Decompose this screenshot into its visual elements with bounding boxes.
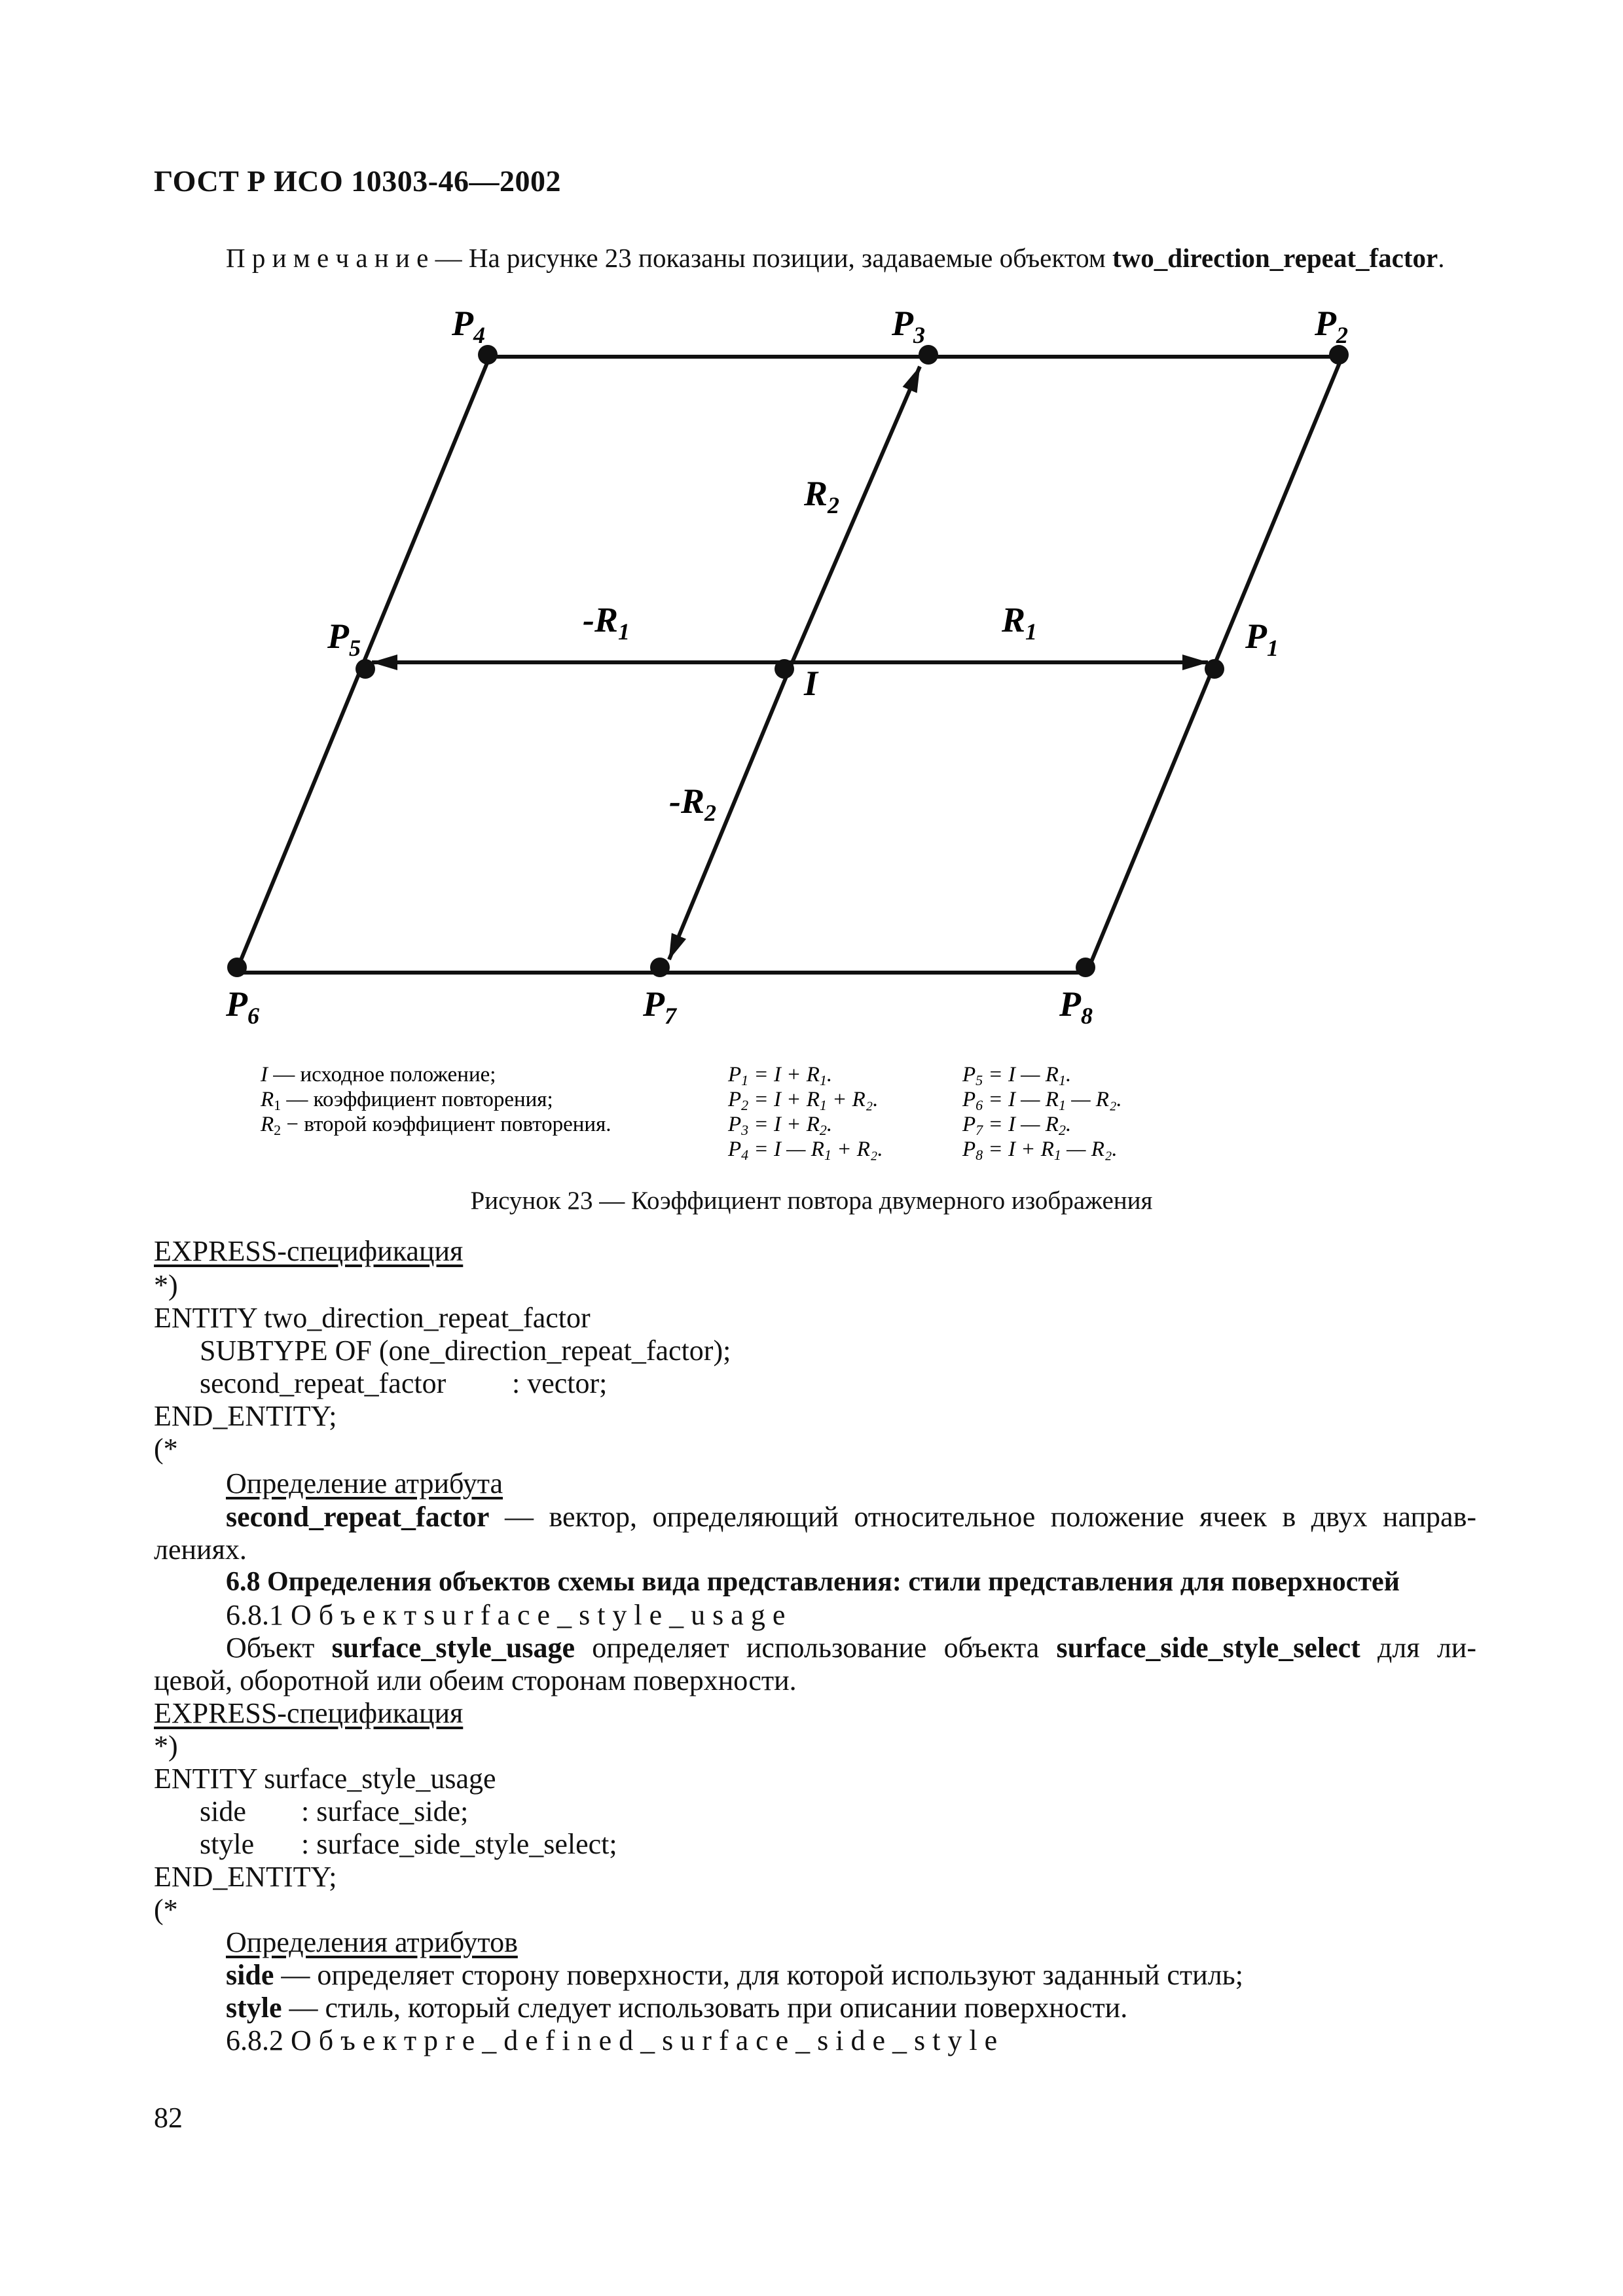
legend-middle bbox=[727, 1063, 883, 1163]
code1-line-4-type: : vector; bbox=[512, 1367, 608, 1399]
svg-text:P4 = I — R1 + R₂.: P4 = I — R1 + R₂. bbox=[728, 1138, 883, 1163]
code2-line-4-type: : surface_side_style_select; bbox=[301, 1828, 617, 1860]
label-p2: $P_2$ bbox=[1315, 304, 1348, 348]
code2-line-6: (* bbox=[154, 1893, 178, 1926]
para-6-8-1-a: Объект bbox=[226, 1632, 332, 1664]
legend-right bbox=[962, 1063, 1122, 1163]
svg-text:I — исходное положение;: I — исходное положение; bbox=[261, 1063, 496, 1086]
subsection-6-8-2-title: О б ъ е к т p r e _ d e f i n e d _ s u r f a c e _ s i d e _ s t y l e bbox=[291, 2024, 998, 2056]
subsection-6-8-2 bbox=[226, 2026, 997, 2055]
para-6-8-1-cont: цевой, оборотной или обеим сторонам поверхности. bbox=[154, 1664, 797, 1696]
code1-line-1: *) bbox=[154, 1269, 178, 1301]
point-p8 bbox=[1076, 958, 1095, 977]
attr-side-name: side bbox=[226, 1959, 274, 1991]
svg-text:R2 − второй коэффициент повтор: R2 − второй коэффициент повторения. bbox=[261, 1113, 611, 1138]
label-neg-r2: $-R_2$ bbox=[669, 781, 716, 826]
attr-1-cont: лениях. bbox=[154, 1534, 247, 1566]
code2-line-5: END_ENTITY; bbox=[154, 1861, 337, 1893]
page-header: ГОСТ Р ИСО 10303-46—2002 bbox=[154, 164, 562, 198]
svg-text:R1 — коэффициент повторения;: R1 — коэффициент повторения; bbox=[261, 1088, 553, 1113]
code1-line-6: (* bbox=[154, 1433, 178, 1465]
attr-1-name: second_repeat_factor bbox=[226, 1501, 490, 1533]
para-6-8-1-entity1: surface_style_usage bbox=[331, 1632, 575, 1664]
svg-text:P5 = I — R1.: P5 = I — R1. bbox=[962, 1063, 1072, 1088]
subsection-6-8-1-num: 6.8.1 bbox=[226, 1599, 283, 1631]
label-p6: $P_6$ bbox=[226, 984, 259, 1029]
note-end: . bbox=[1438, 243, 1445, 273]
para-6-8-1-c: для ли- bbox=[1360, 1632, 1476, 1664]
subsection-6-8-1-title: О б ъ е к т s u r f a c e _ s t y l e _ u s a g e bbox=[291, 1599, 786, 1631]
svg-text:P7 = I — R2.: P7 = I — R2. bbox=[962, 1113, 1072, 1138]
attr-heading-1: Определение атрибута bbox=[226, 1467, 503, 1499]
code2-line-3-type: : surface_side; bbox=[301, 1795, 469, 1827]
label-neg-r1: $-R_1$ bbox=[583, 600, 630, 645]
code1-line-2: ENTITY two_direction_repeat_factor bbox=[154, 1302, 591, 1334]
point-p1 bbox=[1205, 659, 1224, 679]
point-p6 bbox=[227, 958, 247, 977]
svg-text:P3 = I + R2.: P3 = I + R2. bbox=[728, 1113, 833, 1138]
code1-line-5: END_ENTITY; bbox=[154, 1400, 337, 1432]
vector-r2 bbox=[792, 367, 920, 662]
para-6-8-1-entity2: surface_side_style_select bbox=[1056, 1632, 1360, 1664]
point-p5 bbox=[356, 659, 375, 679]
label-r2: $R_2$ bbox=[804, 474, 840, 518]
label-r1: $R_1$ bbox=[1002, 600, 1038, 645]
subsection-6-8-2-num: 6.8.2 bbox=[226, 2024, 283, 2056]
label-p3: $P_3$ bbox=[892, 304, 925, 348]
note-entity: two_direction_repeat_factor bbox=[1112, 243, 1438, 273]
attr-style-text: — стиль, который следует использовать при описании поверхности. bbox=[282, 1992, 1128, 2024]
label-p8: $P_8$ bbox=[1059, 984, 1093, 1029]
attr-side-text: — определяет сторону поверхности, для которой используют заданный стиль; bbox=[274, 1959, 1243, 1991]
code2-line-3-name: side bbox=[200, 1795, 246, 1827]
para-6-8-1 bbox=[226, 1634, 1476, 1662]
figure-caption: Рисунок 23 — Коэффициент повтора двумерного изображения bbox=[470, 1187, 1153, 1215]
attr-style-para bbox=[226, 1994, 1127, 2022]
attr-1-para bbox=[226, 1503, 1476, 1532]
code2-line-1: *) bbox=[154, 1730, 178, 1762]
express-heading-2: EXPRESS-спецификация bbox=[154, 1697, 464, 1729]
section-6-8-heading: 6.8 Определения объектов схемы вида представления: стили представления для поверхностей bbox=[226, 1567, 1400, 1597]
note-text: — На рисунке 23 показаны позиции, задаваемые объектом bbox=[428, 243, 1113, 273]
note-prefix: П р и м е ч а н и е bbox=[226, 243, 429, 273]
para-6-8-1-b: определяет использование объекта bbox=[575, 1632, 1057, 1664]
subsection-6-8-1 bbox=[226, 1601, 785, 1630]
attr-side-para bbox=[226, 1961, 1243, 1990]
label-p4: $P_4$ bbox=[452, 304, 485, 348]
legend-left bbox=[260, 1063, 611, 1138]
svg-text:P8 = I + R1 — R₂.: P8 = I + R1 — R₂. bbox=[962, 1138, 1118, 1163]
svg-text:P2 = I + R1 + R₂.: P2 = I + R1 + R₂. bbox=[728, 1088, 879, 1113]
point-p7 bbox=[650, 958, 670, 977]
label-origin: I bbox=[804, 664, 818, 703]
code2-line-2: ENTITY surface_style_usage bbox=[154, 1763, 496, 1795]
express-heading-1: EXPRESS-спецификация bbox=[154, 1235, 464, 1267]
code2-line-4-name: style bbox=[200, 1828, 255, 1860]
label-p5: $P_5$ bbox=[327, 617, 361, 661]
svg-text:P1 = I + R1.: P1 = I + R1. bbox=[728, 1063, 833, 1088]
svg-text:P6 = I — R1 — R₂.: P6 = I — R1 — R₂. bbox=[962, 1088, 1122, 1113]
point-i bbox=[775, 659, 794, 679]
code1-line-4-name: second_repeat_factor bbox=[200, 1367, 447, 1399]
attr-heading-2: Определения атрибутов bbox=[226, 1926, 518, 1958]
page-number: 82 bbox=[154, 2102, 183, 2134]
attr-style-name: style bbox=[226, 1992, 282, 2024]
attr-1-text: — вектор, определяющий относительное положение ячеек в двух направ- bbox=[489, 1501, 1476, 1533]
label-p1: $P_1$ bbox=[1245, 617, 1279, 661]
code1-line-3: SUBTYPE OF (one_direction_repeat_factor); bbox=[200, 1335, 731, 1367]
label-p7: $P_7$ bbox=[643, 984, 676, 1029]
